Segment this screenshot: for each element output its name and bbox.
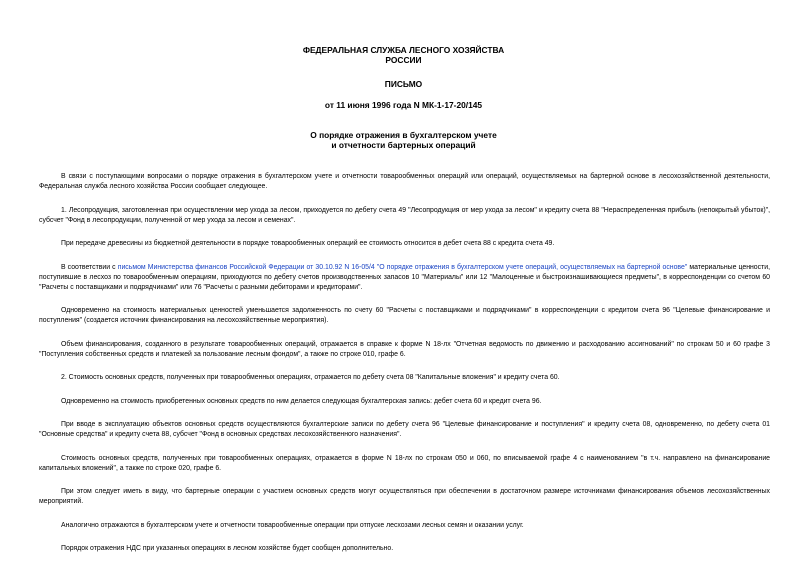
paragraph-3: При передаче древесины из бюджетной деятельности в порядке товарообменных операций ее стоимость относится в дебет счета 88 с кредита счета 49. [61, 240, 555, 247]
issuing-organization [0, 45, 807, 65]
paragraph-2: 1. Лесопродукция, заготовленная при осуществлении мер ухода за лесом, приходуется по дебету счета 49 "Лесопродукция от мер ухода за лесом" и кредиту счета 88 "Нераспределенная прибыль (непокрытый убыток)", субсчет "Фонд в лесопродукции, полученной от мер ухода за лесом и семенах". [39, 206, 770, 224]
org-line-1: ФЕДЕРАЛЬНАЯ СЛУЖБА ЛЕСНОГО ХОЗЯЙСТВА [302, 45, 505, 55]
document-body [39, 172, 770, 568]
title-line-1: О порядке отражения в бухгалтерском учете [310, 130, 497, 140]
paragraph-11: При этом следует иметь в виду, что бартерные операции с участием основных средств могут осуществляться при обеспечении в достаточном размере источниками финансирования объемов лесохозяйственных мероприятий. [39, 488, 770, 505]
paragraph-4 [39, 263, 770, 293]
ministry-letter-link[interactable]: письмом Министерства финансов Российской Федерации от 30.10.92 N 16-05/4 "О порядке отражения в бухгалтерском учете операций, осуществляемых на бартерной основе" [117, 263, 688, 271]
paragraph-9: При вводе в эксплуатацию объектов основных средств осуществляются бухгалтерские записи по дебету счета 96 "Целевые финансирование и поступления" и кредиту счета 08, одновременно, по дебету счета 01 "Основные средства" и кредиту счета 88, субсчет "Фонд в основных средствах лесохозяйственного назначения". [39, 421, 770, 438]
document-type: ПИСЬМО [384, 79, 423, 89]
document-title [0, 130, 807, 150]
paragraph-1: В связи с поступающими вопросами о порядке отражения в бухгалтерском учете и отчетности товарообменных операций или операций, осуществляемых на бартерной основе в лесохозяйственной деятельности, Федеральная служба лесного хозяйства России сообщает следующее. [39, 173, 770, 190]
paragraph-10: Стоимость основных средств, полученных при товарообменных операциях, отражается в форме N 18-лх по строкам 050 и 060, по вписываемой графе 4 с наименованием "в т.ч. направлено на финансирование капитальных вложений", а также по строке 020, графе 6. [39, 454, 770, 472]
document-date-number: от 11 июня 1996 года N МК-1-17-20/145 [324, 100, 483, 110]
paragraph-6: Объем финансирования, созданного в результате товарообменных операций, отражается в справке к форме N 18-лх "Отчетная ведомость по движению и расходованию ассигнований" по строкам 50 и 60 графе 3 "Поступления собственных средств и платежей за пользование лесным фондом", а также по строке 010, графе 6. [39, 340, 770, 358]
paragraph-5: Одновременно на стоимость материальных ценностей уменьшается задолженность по счету 60 "Расчеты с поставщиками и подрядчиками" в корреспонденции с кредитом счета 96 "Целевые финансирование и поступления" (создается источник финансирования на лесохозяйственные мероприятия). [39, 307, 770, 324]
paragraph-8: Одновременно на стоимость приобретенных основных средств по ним делается следующая бухгалтерская запись: дебет счета 60 и кредит счета 96. [61, 397, 542, 405]
paragraph-13: Порядок отражения НДС при указанных операциях в лесном хозяйстве будет сообщен дополнительно. [61, 545, 394, 552]
paragraph-12: Аналогично отражаются в бухгалтерском учете и отчетности товарообменные операции при отпуске лесхозами лесных семян и оказании услуг. [61, 521, 524, 529]
paragraph-4-rest: материальные ценности, поступившие в лесхоз по товарообменным операциям, приходуются по дебету счетов производственных запасов 10 "Материалы" или 12 "Малоценные и быстроизнашивающиеся предметы", в корреспонденции со счетом 60 "Расчеты с поставщиками и подрядчиками" или 76 "Расчеты с разными дебиторами и кредиторами". [39, 263, 770, 291]
paragraph-7: 2. Стоимость основных средств, полученных при товарообменных операциях, отражается по дебету счета 08 "Капитальные вложения" и кредиту счета 60. [61, 374, 560, 381]
org-line-2: РОССИИ [385, 55, 422, 65]
paragraph-4-lead: В соответствии с [61, 263, 118, 271]
title-line-2: и отчетности бартерных операций [331, 140, 476, 150]
